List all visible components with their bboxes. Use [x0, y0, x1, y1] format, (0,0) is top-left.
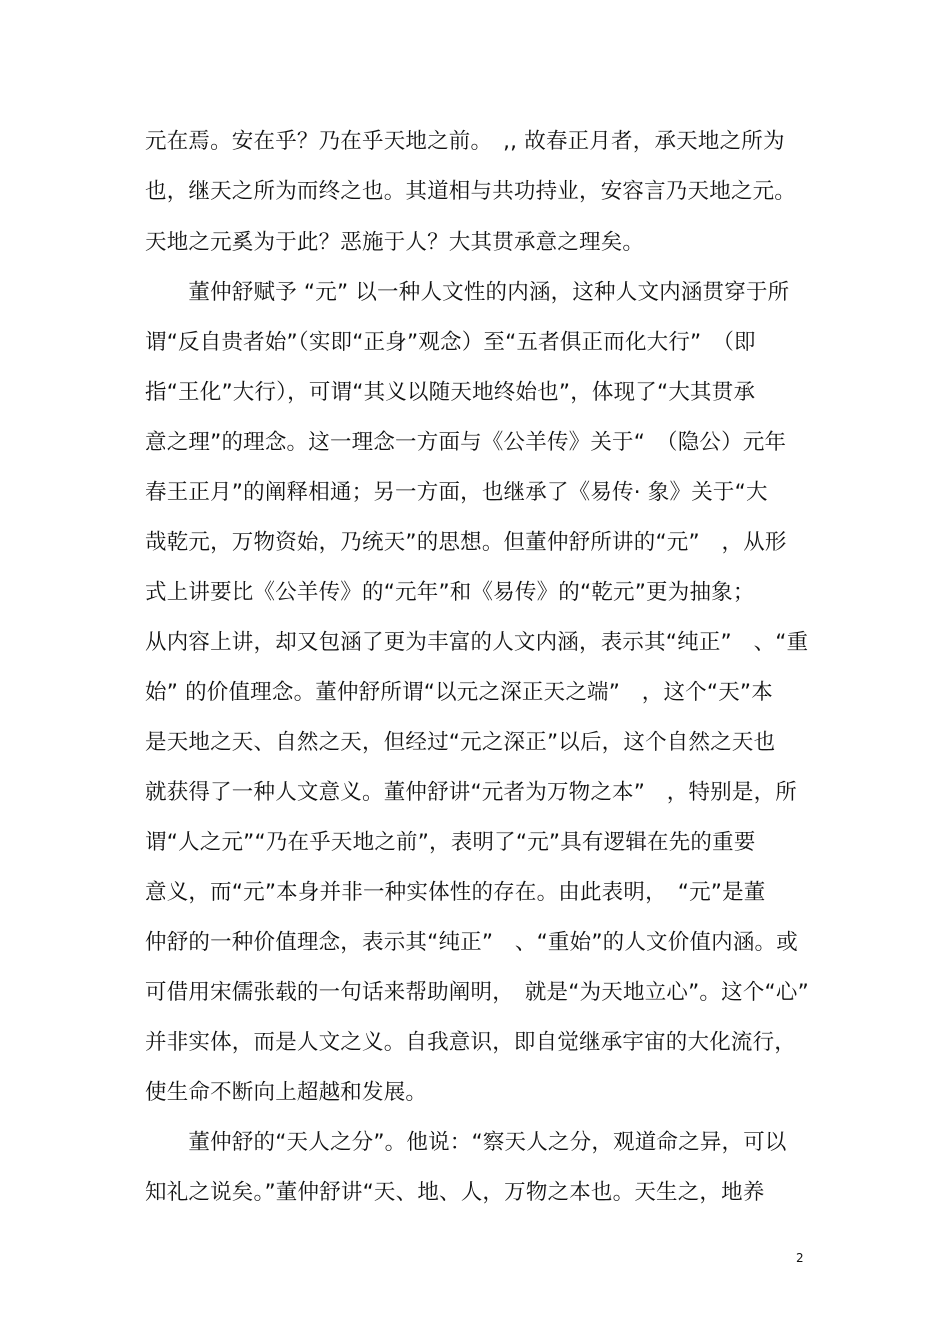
- page-number: 2: [796, 1251, 804, 1265]
- text-line: 始” 的价值理念。董仲舒所谓“以元之深正天之端” ，这个“天”本: [145, 680, 773, 705]
- text-line: 董仲舒赋予 “元” 以一种人文性的内涵，这种人文内涵贯穿于所: [145, 280, 790, 305]
- text-line: 意之理”的理念。这一理念一方面与《公羊传》关于“ （隐公）元年: [145, 430, 787, 455]
- text-line: 春王正月”的阐释相通；另一方面，也继承了《易传· 象》关于“大: [145, 480, 768, 505]
- text-line: 就获得了一种人文意义。董仲舒讲“元者为万物之本” ，特别是，所: [145, 780, 797, 805]
- text-line: 元在焉。安在乎？乃在乎天地之前。 ,, 故春正月者，承天地之所为: [145, 129, 785, 154]
- text-line: 并非实体，而是人文之义。自我意识，即自觉继承宇宙的大化流行，: [145, 1030, 797, 1055]
- text-line: 式上讲要比《公羊传》的“元年”和《易传》的“乾元”更为抽象；: [145, 580, 755, 605]
- text-line: 指“王化”大行），可谓“其义以随天地终始也”，体现了“大其贯承: [145, 380, 756, 405]
- text-line: 也，继天之所为而终之也。其道相与共功持业，安容言乃天地之元。: [145, 179, 797, 204]
- text-line: 谓“反自贵者始”（实即“正身”观念）至“五者俱正而化大行” （即: [145, 330, 756, 355]
- text-line: 知礼之说矣。”董仲舒讲“天、地、人，万物之本也。天生之，地养: [145, 1180, 765, 1205]
- text-line: 可借用宋儒张载的一句话来帮助阐明， 就是“为天地立心”。这个“心”: [145, 980, 809, 1005]
- text-line: 天地之元奚为于此？恶施于人？大其贯承意之理矣。: [145, 230, 645, 255]
- text-line: 使生命不断向上超越和发展。: [145, 1080, 428, 1105]
- text-line: 仲舒的一种价值理念，表示其“纯正” 、“重始”的人文价值内涵。或: [145, 930, 798, 955]
- text-line: 董仲舒的“天人之分”。他说：“察天人之分，观道命之异，可以: [145, 1130, 787, 1155]
- text-line: 意义，而“元”本身并非一种实体性的存在。由此表明， “元”是董: [145, 880, 766, 905]
- text-line: 从内容上讲，却又包涵了更为丰富的人文内涵，表示其“纯正” 、“重: [145, 630, 809, 655]
- text-line: 是天地之天、自然之天，但经过“元之深正”以后，这个自然之天也: [145, 730, 776, 755]
- text-line: 哉乾元，万物资始，乃统天”的思想。但董仲舒所讲的“元” ，从形: [145, 530, 787, 555]
- text-line: 谓“人之元”“乃在乎天地之前”，表明了“元”具有逻辑在先的重要: [145, 830, 756, 855]
